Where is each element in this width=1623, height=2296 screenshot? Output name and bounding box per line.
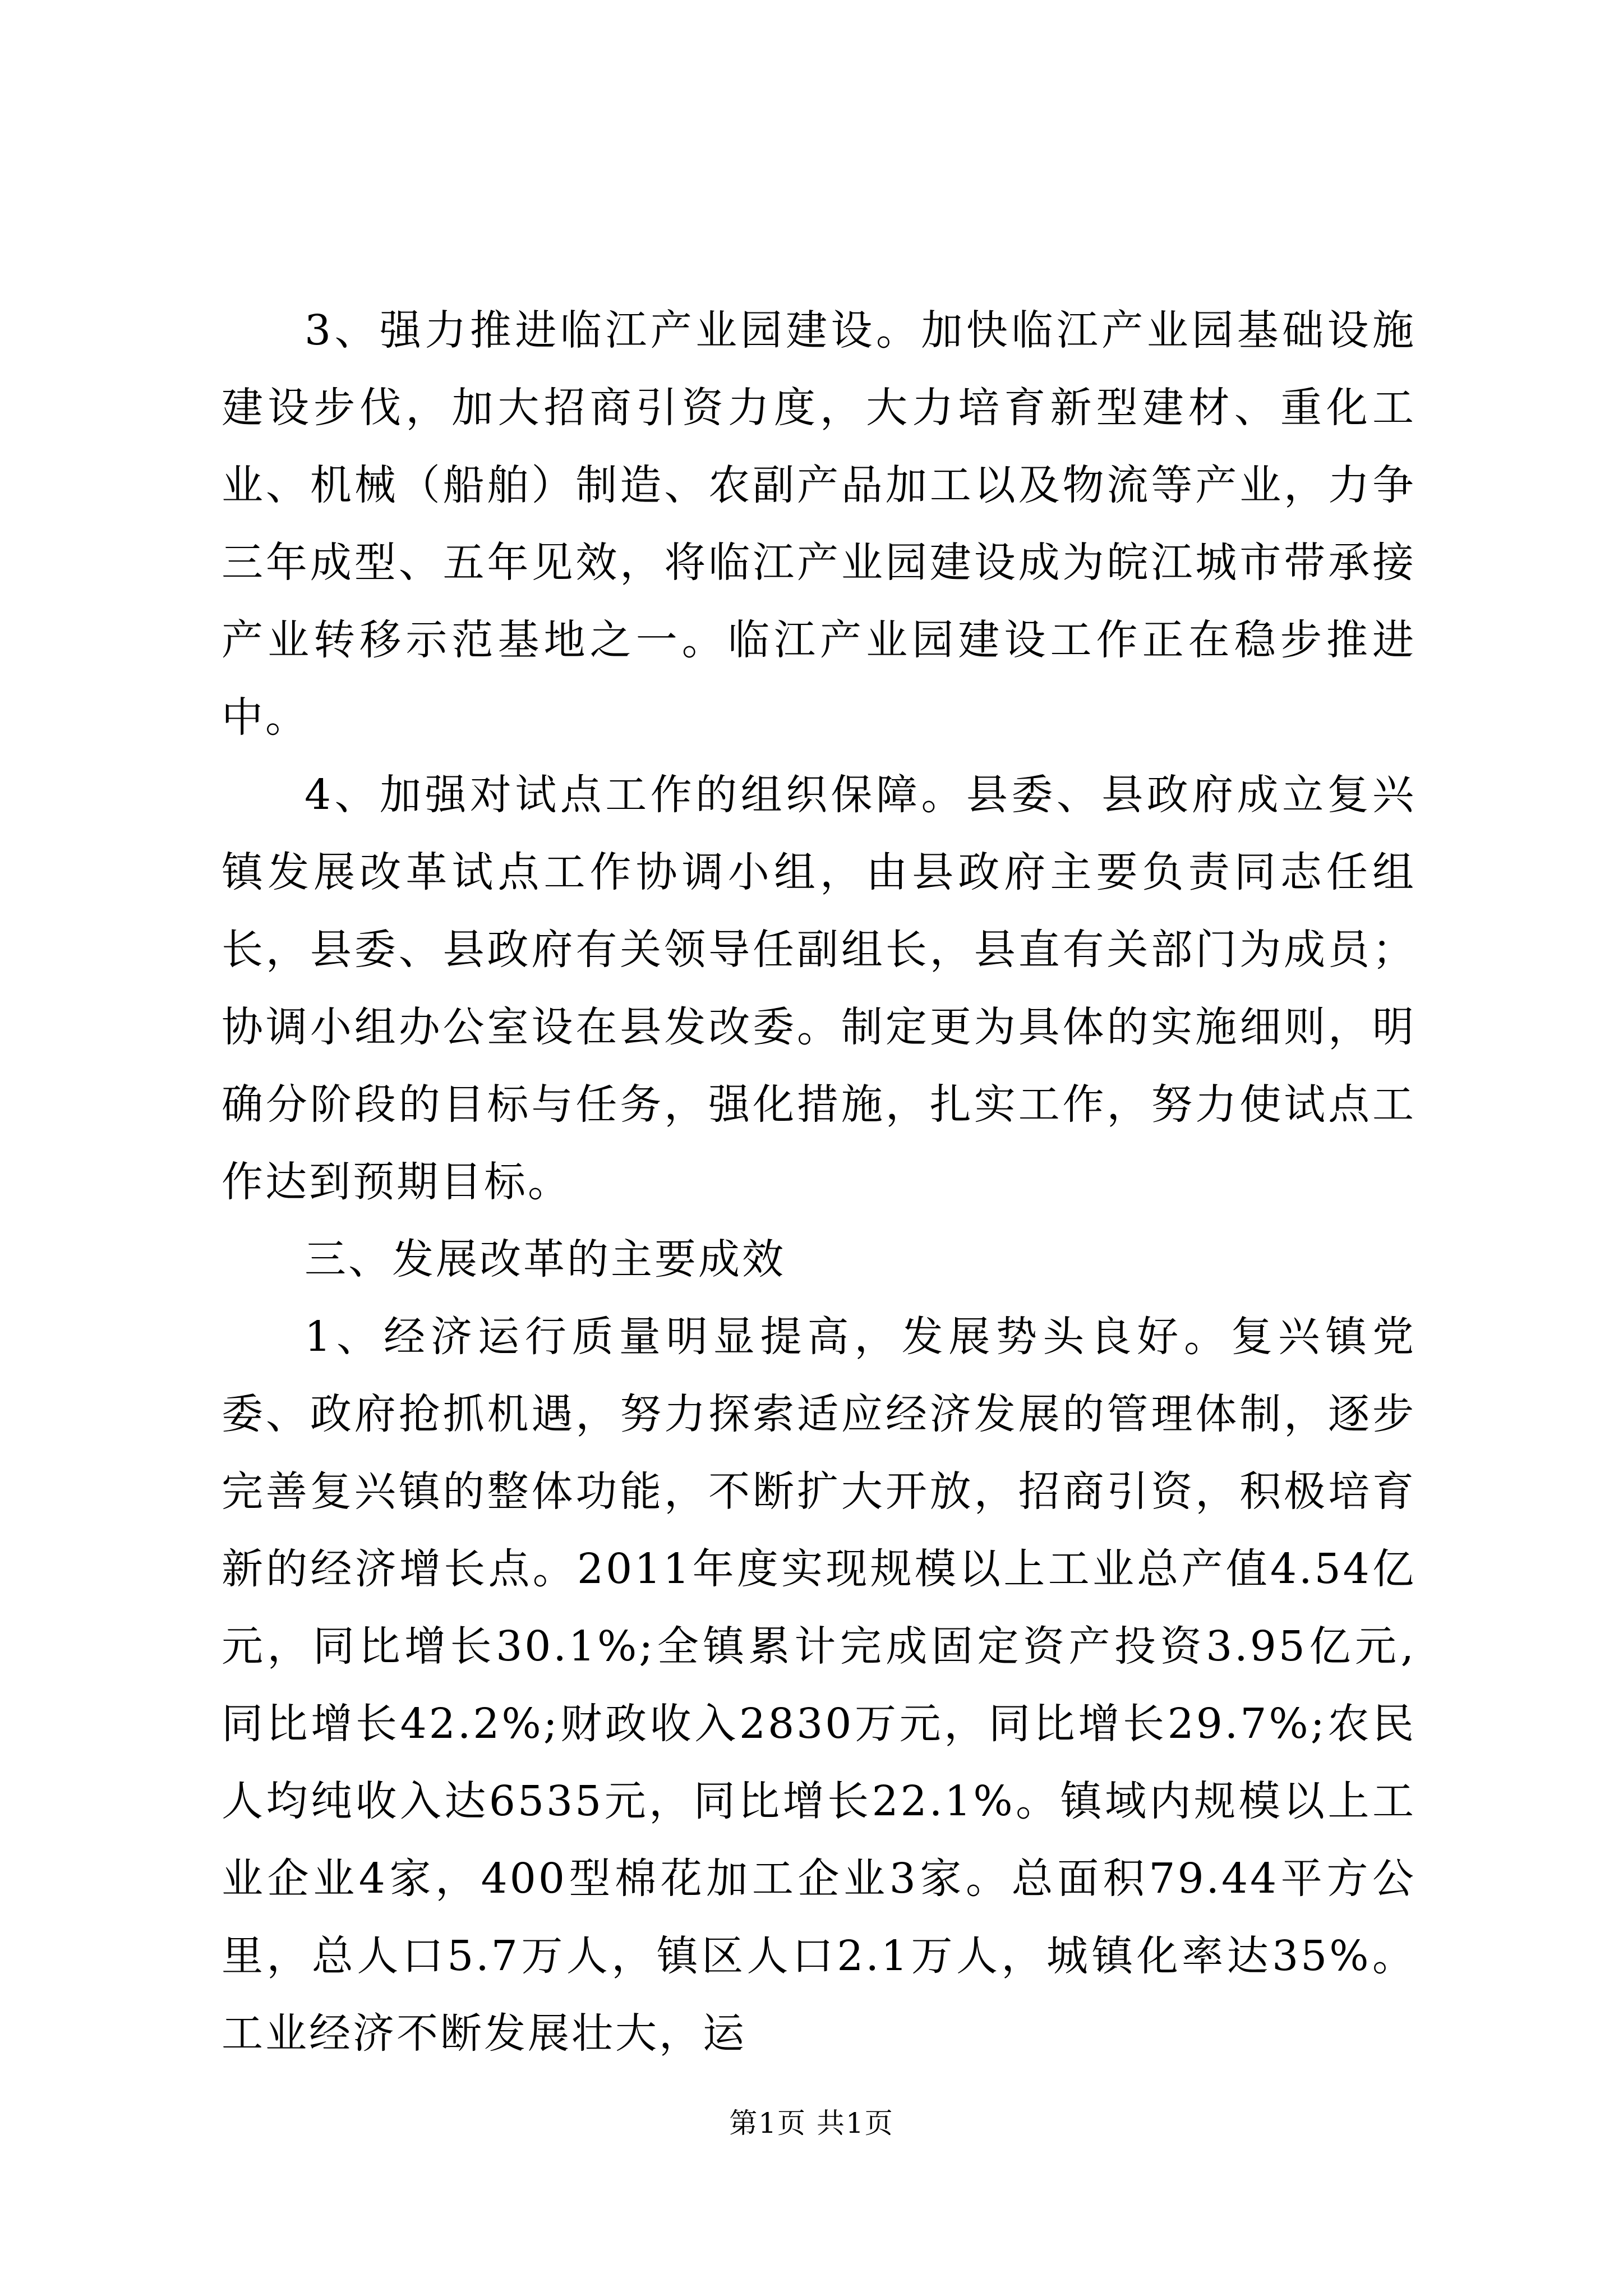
paragraph-economic-performance: 1、经济运行质量明显提高，发展势头良好。复兴镇党委、政府抢抓机遇，努力探索适应经济发展的管理体制，逐步完善复兴镇的整体功能，不断扩大开放，招商引资，积极培育新的经济增长点。2011年度实现规模以上工业总产值4.54亿元，同比增长30.1%;全镇累计完成固定资产投资3.95亿元,同比增长42.2%;财政收入2830万元，同比增长29.7%;农民人均纯收入达6535元，同比增长22.1%。镇域内规模以上工业企业4家，400型棉花加工企业3家。总面积79.44平方公里，总人口5.7万人，镇区人口2.1万人，城镇化率达35%。工业经济不断发展壮大，运 <box>222 1313 1416 2058</box>
paragraph-organizational-guarantee: 4、加强对试点工作的组织保障。县委、县政府成立复兴镇发展改革试点工作协调小组，由县政府主要负责同志任组长，县委、县政府有关领导任副组长，县直有关部门为成员；协调小组办公室设在县发改委。制定更为具体的实施细则，明确分阶段的目标与任务，强化措施，扎实工作，努力使试点工作达到预期目标。 <box>222 771 1416 1206</box>
document-body <box>222 292 1416 2072</box>
page-footer: 第1页 共1页 <box>729 2107 894 2139</box>
paragraph-linjiang-industrial-park: 3、强力推进临江产业园建设。加快临江产业园基础设施建设步伐，加大招商引资力度，大力培育新型建材、重化工业、机械（船舶）制造、农副产品加工以及物流等产业，力争三年成型、五年见效，将临江产业园建设成为皖江城市带承接产业转移示范基地之一。临江产业园建设工作正在稳步推进中。 <box>222 306 1416 742</box>
section-heading-main-results: 三、发展改革的主要成效 <box>305 1235 786 1283</box>
